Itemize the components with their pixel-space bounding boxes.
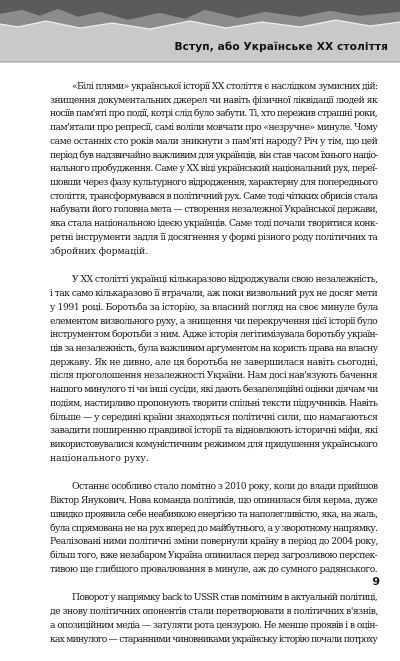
text-line: тивою ще глибшого провалювання в минуле, аж до сумного радянського. [50,563,378,575]
text-line: ретні інструменти задля її досягнення у формі різного роду політичних та [50,231,378,243]
text-line: завадити поширенню правдивої історії та відновлюють історичні міфи, які [50,425,378,437]
text-line: період був надзвичайно важливим для українців, він став часом їхнього націо- [50,149,378,161]
text-line: носіїв пам'яті про події, котрі слід було забути. Ті, хто пережив страшні роки, [50,108,377,120]
chapter-title: Вступ, або Українське ХХ століття [174,41,388,53]
text-line: державу. Як не дивно, але ця боротьба не завершилася навіть сьогодні, [50,356,378,368]
paragraph-2 [50,273,378,465]
text-line: подіям, настирливо пропонують творити спільні тексти підручників. Навіть [50,397,378,409]
text-line: Віктор Янукович. Нова команда політиків, що опинилася біля керма, дуже [50,495,378,507]
text-line: більше — у середині країни знаходяться політичні сили, що намагаються [50,411,378,423]
text-line: була спрямована не на рух вперед до майбутнього, а у зворотному напрямку. [50,522,378,534]
paragraph-1 [50,80,378,258]
text-line: У ХХ столітті українці кількаразово відроджували свою незалежність, [72,274,378,286]
text-line: століття, трансформувався в політичний рух. Саме тоді чіткких обрисів стала [50,190,378,202]
text-line: нального пробудження. Саме у ХХ віці український національний рух, переї- [50,163,377,175]
paragraph-3 [50,480,378,576]
text-line: після проголошення незалежності України. Нам досі нав'язують бачення [50,370,378,382]
text-line: «Білі плями» української історії ХХ століття є наслідком зумисних дій: [72,81,378,92]
text-line: інструментом боротьби з ним. Адже історія легітимізувала боротьбу україн- [50,329,378,341]
text-line: Реалізовані ними політичні зміни повернули країну в період до 2004 року, [50,536,378,548]
paragraph-4 [50,591,378,646]
text-line: саме останніх сто років мали зникнути з пам'яті народу? Річ у тім, що цей [50,135,378,147]
text-line: набувати його головна мета — створення незалежної Української держави, [50,204,378,216]
text-line: нашого минулого ті чи інші сусіди, які дають безапеляційні оцінки діячам чи [50,384,378,396]
text-line: швидко проявила себе неабиякою енергією та наполегливістю, яка, на жаль, [50,508,378,520]
text-line: шовши через фазу культурного відродження, характерну для попереднього [50,177,378,189]
text-line: Поворот у напрямку back to USSR став помітним в актуальній політиці, [72,592,378,604]
text-line: ців за незалежність, була важливим аргументом на користь права на власну [50,342,378,354]
text-line: більш того, вже незабаром Україна опинилася перед загрозливою перспек- [50,550,378,561]
body-text [50,80,378,661]
text-line: у 1991 році. Боротьба за історію, за власний погляд на своє минуле була [50,301,378,313]
torn-paper-header [0,0,400,64]
text-line: а опозиційним медіа — затуляти рота цензурою. Не менше проявів і в оцін- [50,619,378,631]
text-line: пам'ятали про репресії, самі воліли мовчати про «незручне» минуле. Чому [50,122,378,134]
text-line: яка стала національною ідеєю українців. Саме тоді почали творитися конк- [50,218,378,230]
text-line: елементом визвольного руху, а знищення чи перекручення цієї історії було [50,315,378,327]
text-line: і так само кількаразово її втрачали, аж поки визвольний рух не досяг мети [50,288,378,300]
text-line: де знову політичних опонентів стали перетворювати в політичних в'язнів, [50,606,378,618]
text-line: знищення документальних джерел чи навіть фізичної ліквідації людей як [50,94,378,106]
text-line: національного руху. [50,452,149,464]
text-line: використовувалися комуністичним режимом для придушення українського [50,438,378,450]
text-line: ках минулого — старанними чиновниками українську історію почали потроху [50,633,378,645]
text-line: Останнє особливо стало помітно з 2010 року, коли до влади прийшов [72,481,378,493]
text-line: збройних формацій. [50,245,149,257]
page-number: 9 [372,575,380,588]
